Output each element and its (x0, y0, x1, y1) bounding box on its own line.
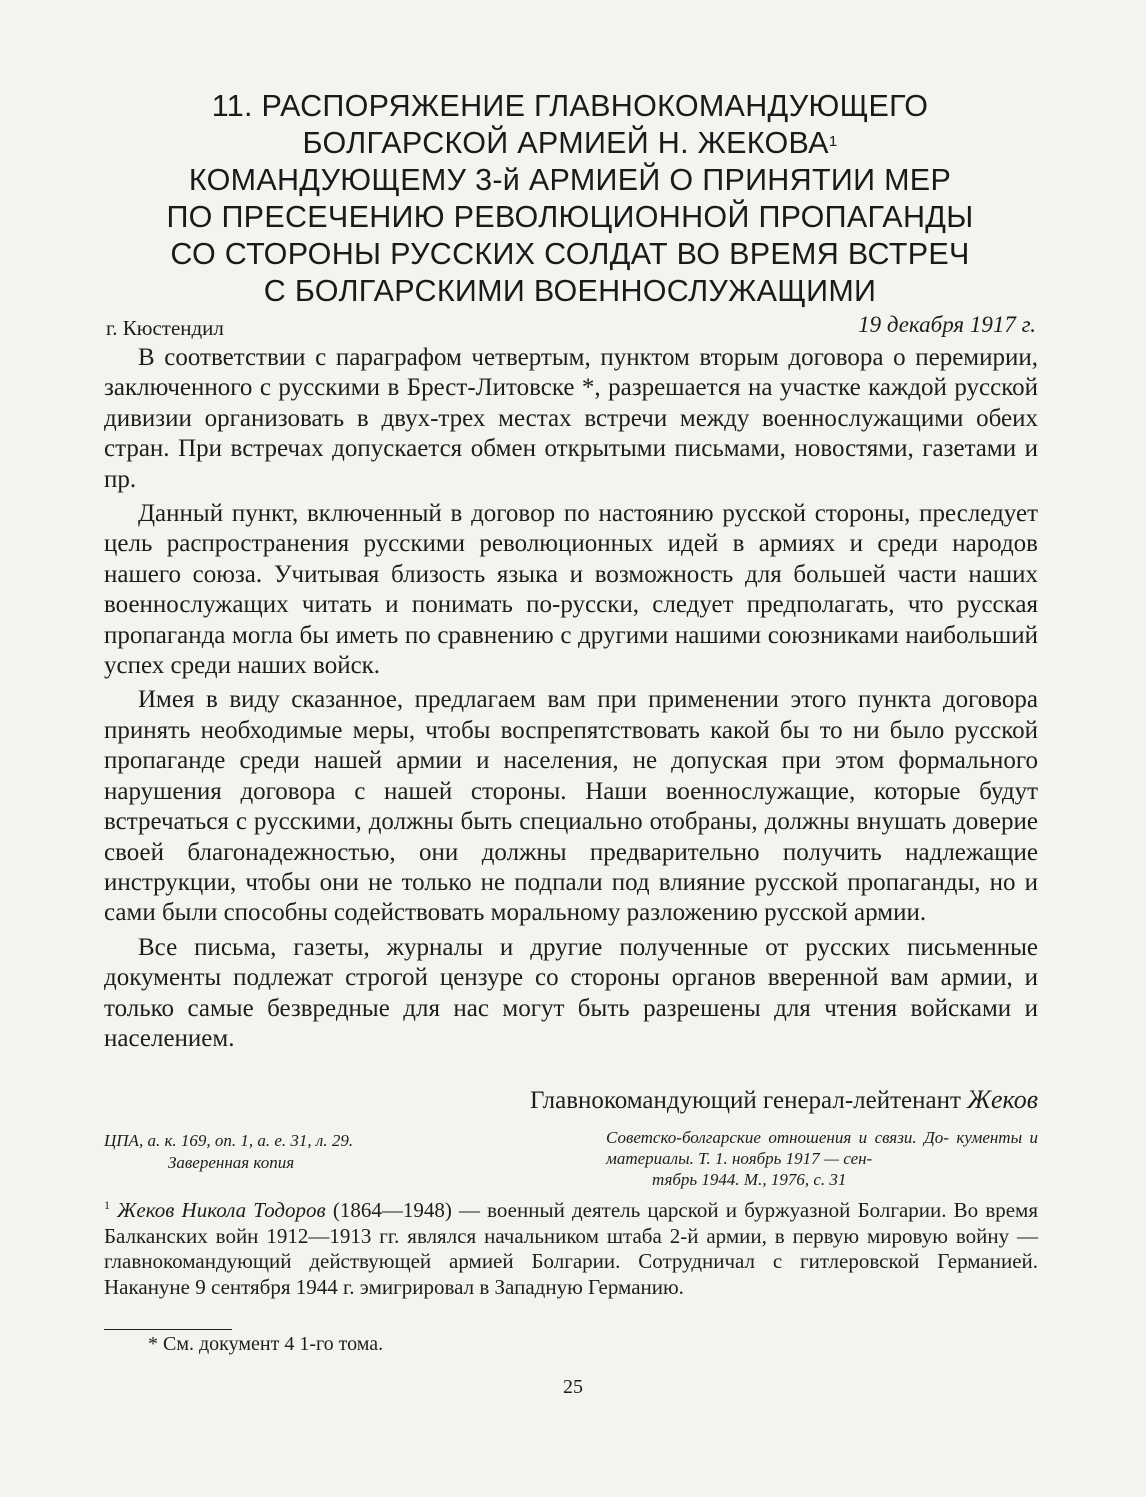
archive-reference (104, 1130, 544, 1174)
signature-rank: Главнокомандующий генерал-лейтенант (530, 1087, 961, 1114)
footnote (104, 1193, 1038, 1300)
footnote-divider (104, 1329, 232, 1330)
paragraph-4: Все письма, газеты, журналы и другие полученные от русских письменные документы подлежат строгой цензуре со стороны органов вверенной вам армии, и только самые безвредные для нас могут быть разрешены для чтения войсками и населением. (104, 933, 1038, 1052)
document-body (104, 343, 1038, 1054)
date: 19 декабря 1917 г. (858, 312, 1036, 337)
page-number: 25 (563, 1376, 583, 1398)
paragraph-2: Данный пункт, включенный в договор по настоянию русской стороны, преследует цель распространения русскими революционных идей в армиях и среди народов нашего союза. Учитывая близость языка и возможность для большей части наших военнослужащих читать и понимать по-русски, следует предполагать, что русская пропаганда могла бы иметь по сравнению с другими нашими союзниками наибольший успех среди наших войск. (104, 500, 1038, 680)
footnote-text: (1864—1948) — военный деятель царской и буржуазной Болгарии. Во время Балканских войн 1912—1913 гг. являлся начальником штаба 2-й армии, в первую мировую войну — главнокомандующий действующей армией Болгарии. Сотрудничал с гитлеровской Германией. Накануне 9 сентября 1944 г. эмигрировал в Западную Германию. (104, 1198, 1039, 1299)
star-note: * См. документ 4 1-го тома. (148, 1333, 384, 1355)
title-footnote-mark: 1 (828, 133, 838, 150)
source-line-3: тябрь 1944. М., 1976, с. 31 (652, 1170, 847, 1189)
title-line-6: С БОЛГАРСКИМИ ВОЕННОСЛУЖАЩИМИ (263, 274, 877, 308)
source-line-2: кументы и материалы. Т. 1. ноябрь 1917 — сен- (606, 1128, 1038, 1168)
paragraph-3: Имея в виду сказанное, предлагаем вам при применении этого пункта договора принять необходимые меры, чтобы воспрепятствовать какой бы то ни было русской пропаганде среди нашей армии и населения, не допуская при этом формального нарушения договора с нашей стороны. Наши военнослужащие, которые будут встречаться с русскими, должны быть специально отобраны, должны внушать доверие своей благонадежностью, они должны предварительно получить надлежащие инструкции, чтобы они не только не подпали под влияние русской пропаганды, но и сами были способны содействовать моральному разложению русской армии. (104, 686, 1038, 927)
place-date-row (106, 312, 1036, 344)
document-title (100, 88, 1040, 310)
place: г. Кюстендил (106, 316, 224, 340)
archive-line-1: ЦПА, а. к. 169, оп. 1, а. е. 31, л. 29. (104, 1131, 354, 1150)
source-reference (606, 1127, 1038, 1190)
archive-line-2: Заверенная копия (168, 1153, 295, 1172)
title-line-4: ПО ПРЕСЕЧЕНИЮ РЕВОЛЮЦИОННОЙ ПРОПАГАНДЫ (166, 200, 974, 234)
title-line-2: БОЛГАРСКОЙ АРМИЕЙ Н. ЖЕКОВА$^1$ (302, 126, 838, 160)
signature (530, 1085, 1038, 1115)
title-line-1: 11. РАСПОРЯЖЕНИЕ ГЛАВНОКОМАНДУЮЩЕГО (211, 89, 929, 123)
footnote-mark: 1 (104, 1198, 110, 1212)
paragraph-1: В соответствии с параграфом четвертым, пунктом вторым договора о перемирии, заключенного с русскими в Брест-Литовске *, разрешается на участке каждой русской дивизии организовать в двух-трех местах встречи между военнослужащими обеих стран. При встречах допускается обмен открытыми письмами, новостями, газетами и пр. (104, 344, 1038, 493)
source-line-1: Советско-болгарские отношения и связи. До- (606, 1128, 949, 1147)
title-line-3: КОМАНДУЮЩЕМУ 3-й АРМИЕЙ О ПРИНЯТИИ МЕР (188, 163, 952, 197)
signature-name: Жеков (967, 1085, 1038, 1114)
title-line-5: СО СТОРОНЫ РУССКИХ СОЛДАТ ВО ВРЕМЯ ВСТРЕЧ (170, 237, 970, 271)
footnote-name: Жеков Никола Тодоров (117, 1198, 326, 1222)
